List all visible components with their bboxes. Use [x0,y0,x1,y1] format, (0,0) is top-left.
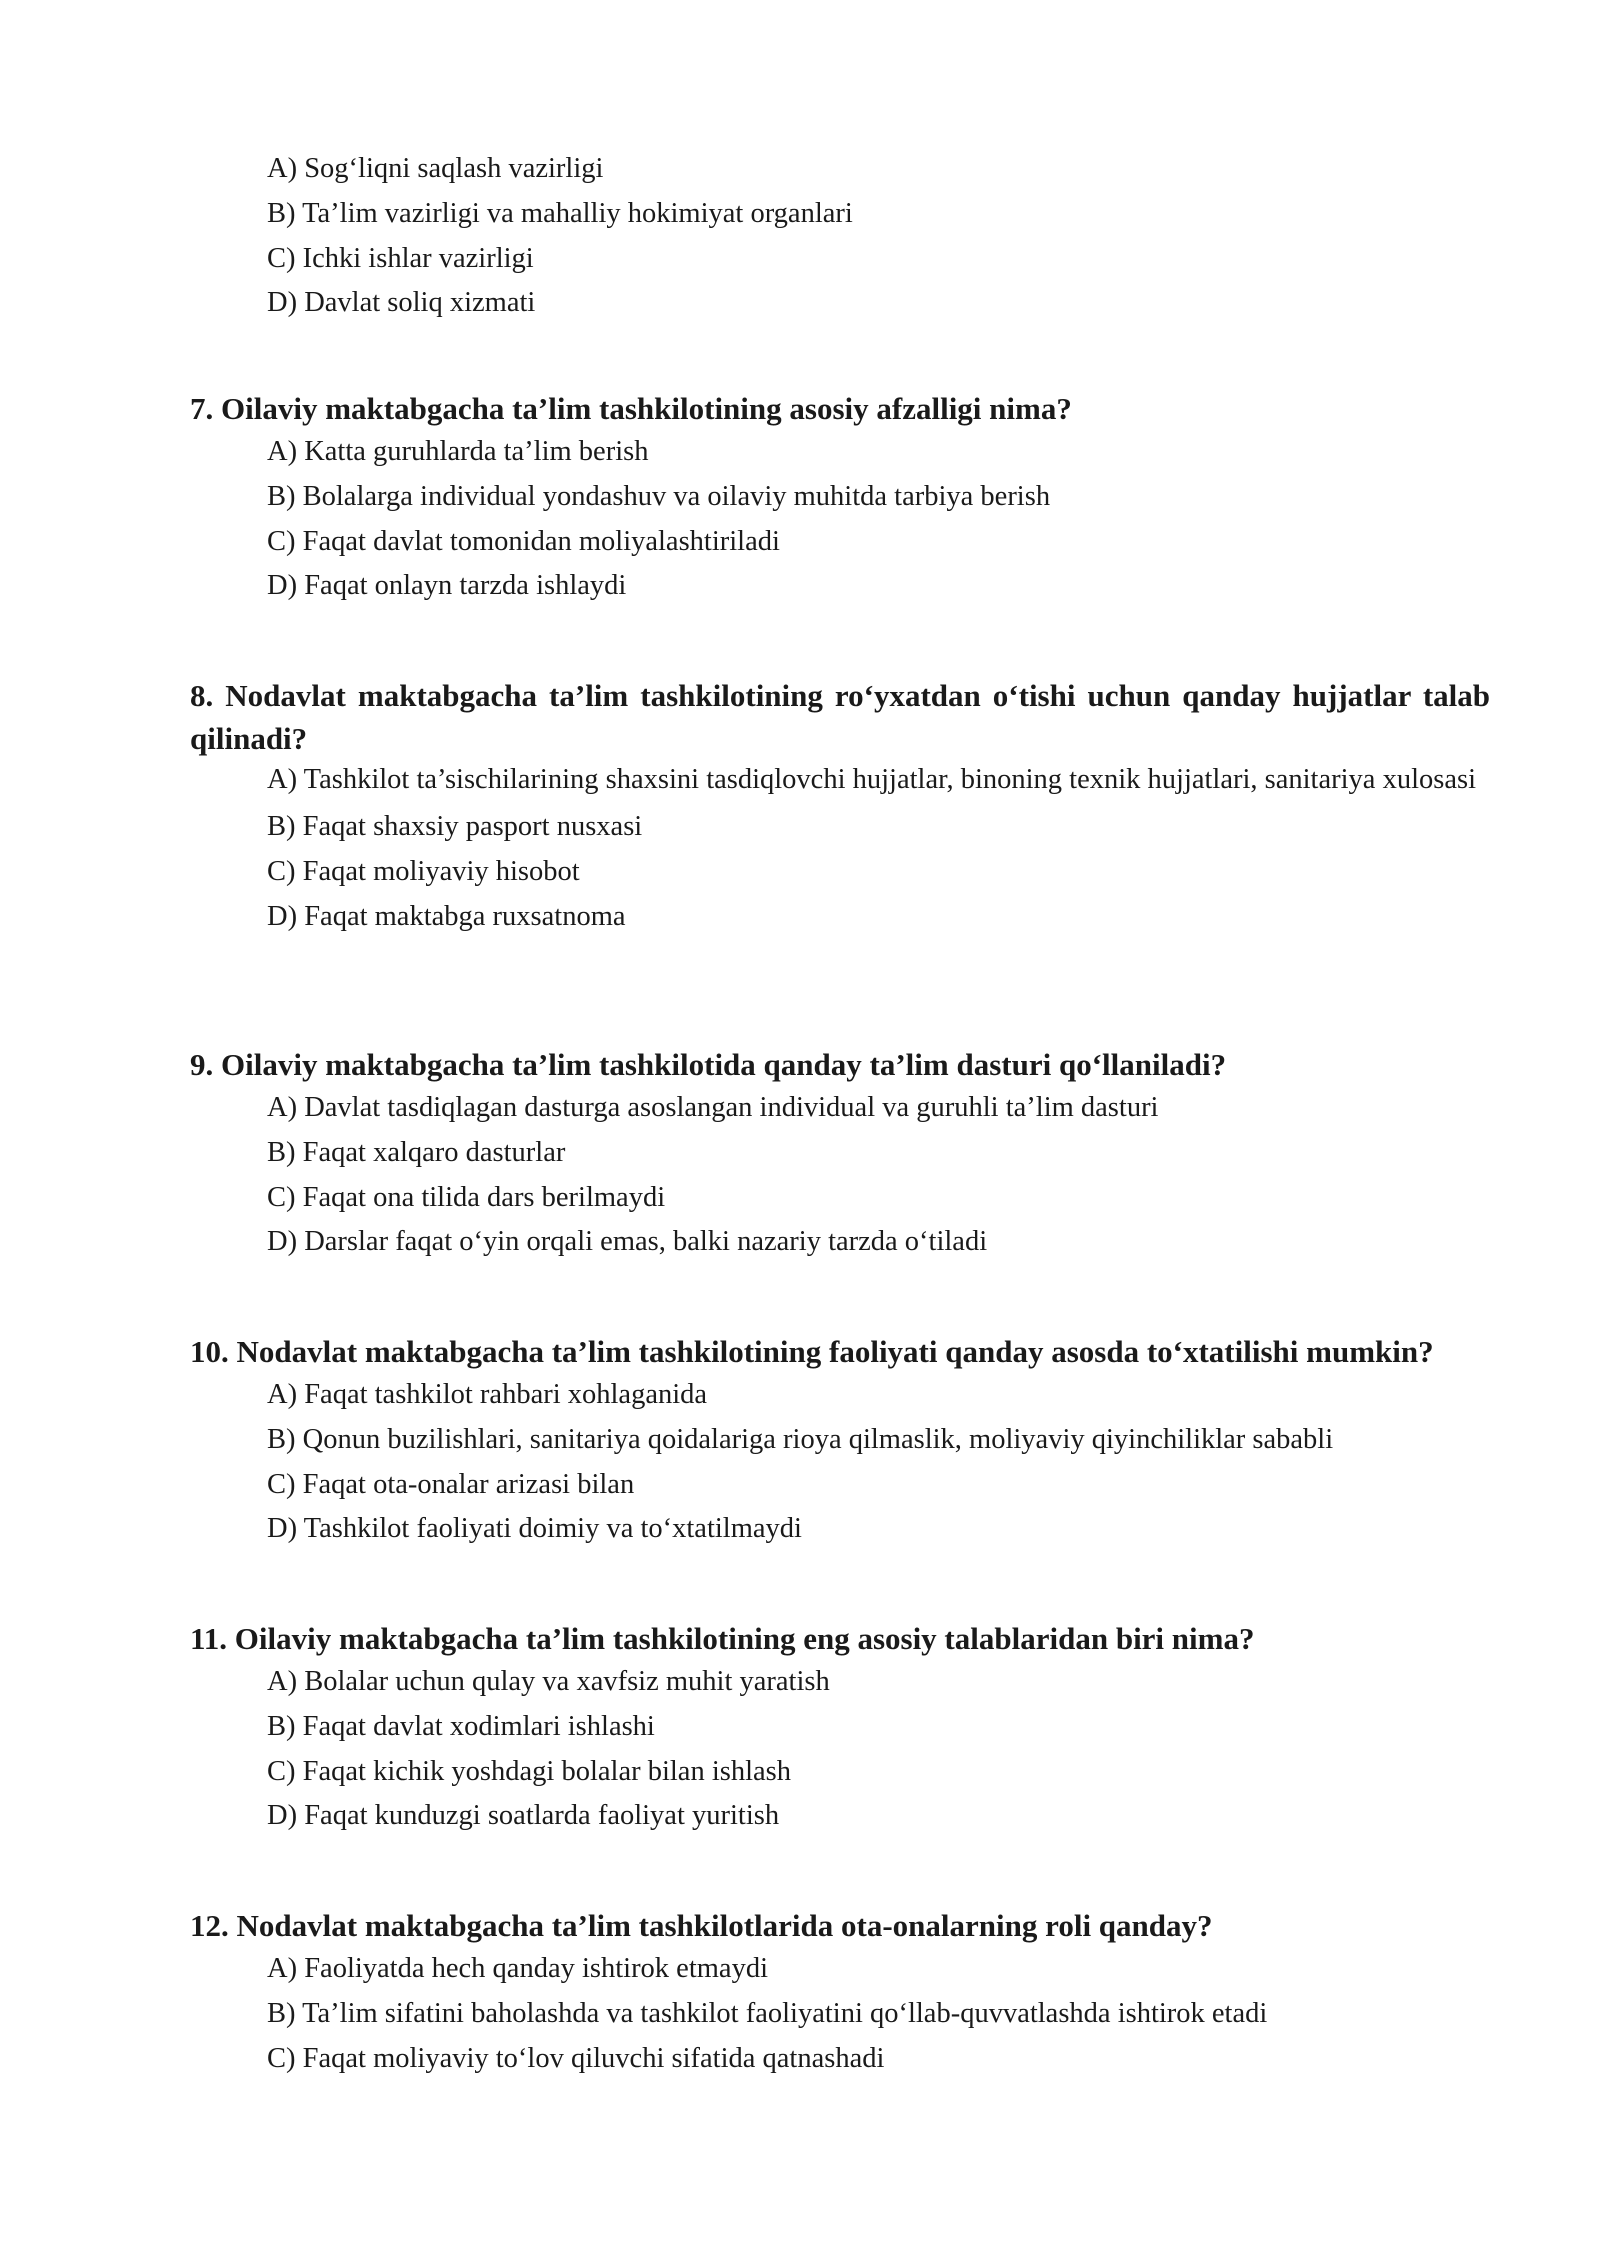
question-11 [190,1617,1490,1839]
option-d: D) Darslar faqat o‘yin orqali emas, balki nazariy tarzda o‘tiladi [267,1226,988,1258]
question-7 [190,387,1490,609]
option-d: D) Tashkilot faoliyati doimiy va to‘xtatilmaydi [267,1513,802,1545]
option-b: B) Ta’lim sifatini baholashda va tashkilot faoliyatini qo‘llab-quvvatlashda ishtirok etadi [267,1997,1268,2029]
option-a: A) Bolalar uchun qulay va xavfsiz muhit yaratish [267,1666,830,1697]
option-a: A) Katta guruhlarda ta’lim berish [267,436,649,467]
option-b: B) Faqat shaxsiy pasport nusxasi [267,811,643,842]
option-d: D) Faqat kunduzgi soatlarda faoliyat yuritish [267,1800,780,1832]
question-6-options-continued [190,147,1490,326]
option-b: B) Qonun buzilishlari, sanitariya qoidalariga rioya qilmaslik, moliyaviy qiyinchiliklar sababli [267,1423,1334,1455]
option-d: D) Davlat soliq xizmati [267,287,536,319]
question-text: 8. Nodavlat maktabgacha ta’lim tashkilotining ro‘yxatdan o‘tishi uchun qanday hujjatlar talab qilinadi? [190,678,1490,756]
option-c: C) Faqat ona tilida dars berilmaydi [267,1181,666,1213]
option-a: A) Sog‘liqni saqlash vazirligi [267,153,604,184]
option-a: A) Tashkilot ta’sischilarining shaxsini tasdiqlovchi hujjatlar, binoning texnik hujjatlari, sanitariya xulosasi [267,764,1476,795]
option-c: C) Faqat moliyaviy to‘lov qiluvchi sifatida qatnashadi [267,2042,885,2074]
option-d: D) Faqat maktabga ruxsatnoma [267,900,626,932]
option-a: A) Faqat tashkilot rahbari xohlaganida [267,1379,708,1410]
question-9 [190,1043,1490,1265]
question-text: 12. Nodavlat maktabgacha ta’lim tashkilotlarida ota-onalarning roli qanday? [190,1908,1213,1943]
option-c: C) Faqat davlat tomonidan moliyalashtiriladi [267,525,780,557]
option-a: A) Faoliyatda hech qanday ishtirok etmaydi [267,1953,768,1984]
option-c: C) Ichki ishlar vazirligi [267,242,534,274]
option-b: B) Faqat xalqaro dasturlar [267,1136,566,1168]
option-b: B) Faqat davlat xodimlari ishlashi [267,1710,655,1742]
question-text: 7. Oilaviy maktabgacha ta’lim tashkilotining asosiy afzalligi nima? [190,391,1072,426]
option-c: C) Faqat moliyaviy hisobot [267,855,580,887]
question-8 [190,674,1490,939]
question-text: 11. Oilaviy maktabgacha ta’lim tashkilotining eng asosiy talablaridan biri nima? [190,1621,1255,1656]
option-a: A) Davlat tasdiqlagan dasturga asoslangan individual va guruhli ta’lim dasturi [267,1092,1159,1123]
option-d: D) Faqat onlayn tarzda ishlaydi [267,570,627,602]
option-c: C) Faqat kichik yoshdagi bolalar bilan ishlash [267,1755,791,1787]
option-c: C) Faqat ota-onalar arizasi bilan [267,1468,635,1500]
question-10 [190,1330,1490,1552]
option-b: B) Ta’lim vazirligi va mahalliy hokimiyat organlari [267,197,853,229]
question-text: 10. Nodavlat maktabgacha ta’lim tashkilotining faoliyati qanday asosda to‘xtatilishi mumkin? [190,1334,1434,1369]
option-b: B) Bolalarga individual yondashuv va oilaviy muhitda tarbiya berish [267,480,1051,512]
question-12 [190,1904,1490,2081]
question-text: 9. Oilaviy maktabgacha ta’lim tashkilotida qanday ta’lim dasturi qo‘llaniladi? [190,1047,1227,1082]
